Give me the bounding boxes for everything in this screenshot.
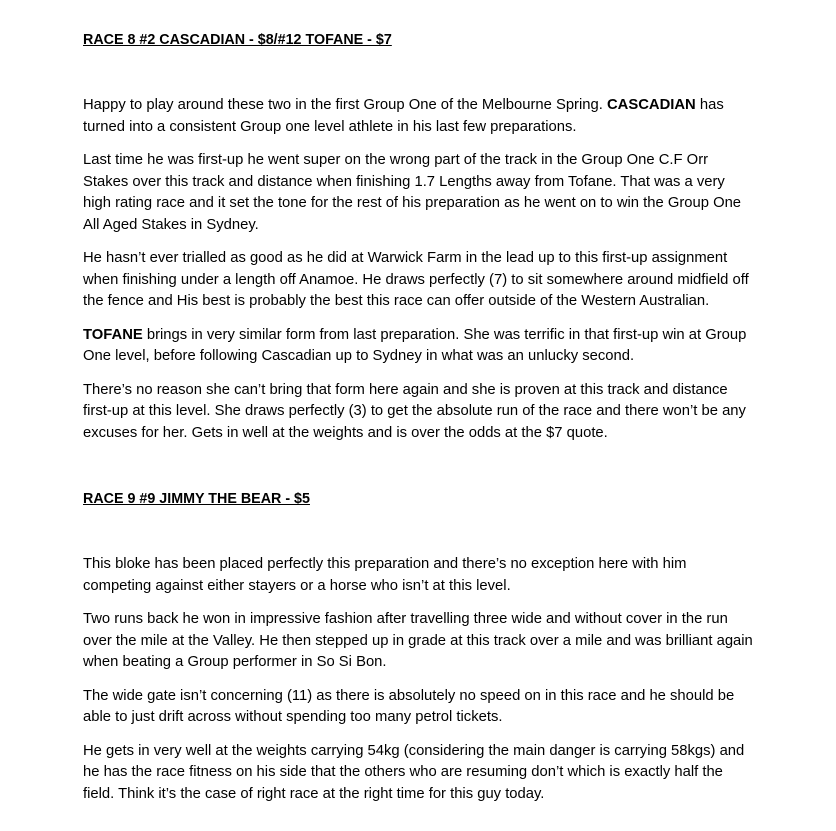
race-9-heading: RACE 9 #9 JIMMY THE BEAR - $5 [83,491,310,507]
race-8-paragraph-1 [83,95,755,138]
race-8-paragraph-1-intro: Happy to play around these two in the first Group One of the Melbourne Spring. [83,97,607,113]
race-8-paragraph-5: There’s no reason she can’t bring that form here again and she is proven at this track and distance first-up at this level. She draws perfectly (3) to get the absolute run of the race and there won’t be any excuses for her. Gets in well at the weights and is over the odds at the $7 quote. [83,381,746,441]
race-9-paragraph-3: The wide gate isn’t concerning (11) as there is absolutely no speed on in this race and he should be able to just drift across without spending too many petrol tickets. [83,687,735,725]
race-8-paragraph-3: He hasn’t ever trialled as good as he did at Warwick Farm in the lead up to this first-up assignment when finishing under a length off Anamoe. He draws perfectly (7) to sit somewhere around midfield off the fence and His best is probably the best this race can offer outside of the Western Australian. [83,250,749,309]
race-9-paragraph-2: Two runs back he won in impressive fashion after travelling three wide and without cover in the run over the mile at the Valley. He then stepped up in grade at this track over a mile and was brilliant again when beating a Group performer in So Si Bon. [83,611,753,670]
race-9-paragraph-4: He gets in very well at the weights carrying 54kg (considering the main danger is carrying 58kgs) and he has the race fitness on his side that the others who are resuming don’t which is exactly half the field. Think it’s the case of right race at the right time for this guy today. [83,742,745,802]
race-8-paragraph-1-rest: has turned into a consistent Group one level athlete in his last few preparations. [83,97,724,135]
race-9-paragraph-1: This bloke has been placed perfectly this preparation and there’s no exception here with him competing against either stayers or a horse who isn’t at this level. [83,556,687,594]
race-8-heading: RACE 8 #2 CASCADIAN - $8/#12 TOFANE - $7 [83,32,392,48]
horse-name-tofane: TOFANE [83,326,143,343]
race-8-paragraph-4 [83,325,755,368]
race-8-paragraph-4-rest: brings in very similar form from last preparation. She was terrific in that first-up win at Group One level, before following Cascadian up to Sydney in what was an unlucky second. [83,326,747,364]
race-8-paragraph-2: Last time he was first-up he went super on the wrong part of the track in the Group One C.F Orr Stakes over this track and distance when finishing 1.7 Lengths away from Tofane. That was a very high rating race and it set the tone for the rest of his preparation as he went on to win the Group One All Aged Stakes in Sydney. [83,152,742,233]
document-page [83,30,755,805]
horse-name-cascadian: CASCADIAN [606,97,696,113]
